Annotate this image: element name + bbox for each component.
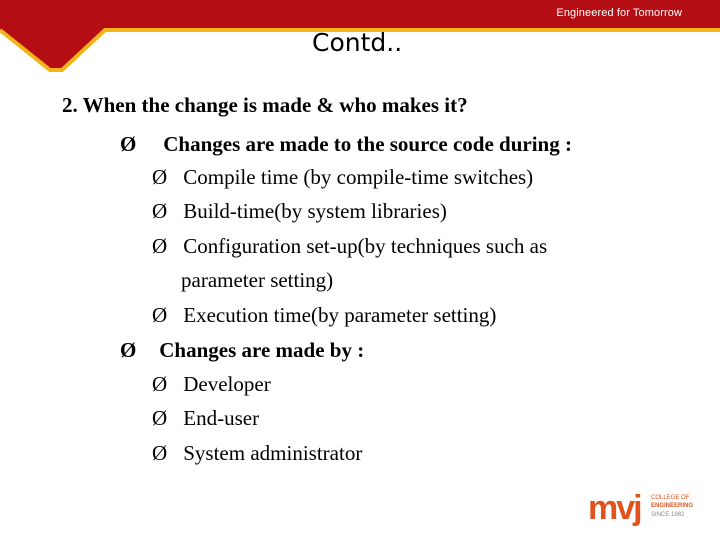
arrow-bullet-icon: Ø [152,165,168,189]
bullet-text: Developer [183,372,271,396]
arrow-bullet-icon: Ø [152,406,168,430]
bullet-text: Changes are made to the source code during : [163,132,572,156]
arrow-bullet-icon: Ø [152,441,168,465]
logo-mark: mvj [588,489,641,527]
arrow-bullet-icon: Ø [152,199,168,223]
logo-line-engineering: ENGINEERING [651,503,694,509]
question-heading: 2. When the change is made & who makes it? [62,93,468,117]
bullet-item-end-user [152,406,259,430]
arrow-bullet-icon: Ø [152,372,168,396]
arrow-bullet-icon: Ø [152,303,168,327]
mvj-logo [588,488,710,530]
bullet-item-build-time [152,199,447,223]
bullet-text: Build-time(by system libraries) [183,199,447,223]
bullet-item-compile-time [152,165,533,189]
bullet-text: Compile time (by compile-time switches) [183,165,534,189]
bullet-item-configuration [152,234,547,258]
arrow-bullet-icon: Ø [152,234,168,258]
bullet-text: System administrator [183,441,363,465]
bullet-item-changes-during [120,132,572,156]
logo-line-college: COLLEGE OF [651,495,690,501]
bullet-continuation: parameter setting) [181,268,334,292]
bullet-item-changes-by [120,338,364,362]
logo-line-since: SINCE 1982 [651,512,685,518]
bullet-item-system-admin [152,441,362,465]
bullet-text: Changes are made by : [159,338,365,362]
slide-title: Contd.. [312,28,403,57]
bullet-text: End-user [183,406,260,430]
bullet-item-developer [152,372,271,396]
arrow-bullet-icon: Ø [120,338,137,362]
bullet-text: Execution time(by parameter setting) [183,303,497,327]
tagline: Engineered for Tomorrow [556,7,682,19]
arrow-bullet-icon: Ø [120,132,137,156]
bullet-text: Configuration set-up(by techniques such as [183,234,548,258]
bullet-item-execution-time [152,303,496,327]
